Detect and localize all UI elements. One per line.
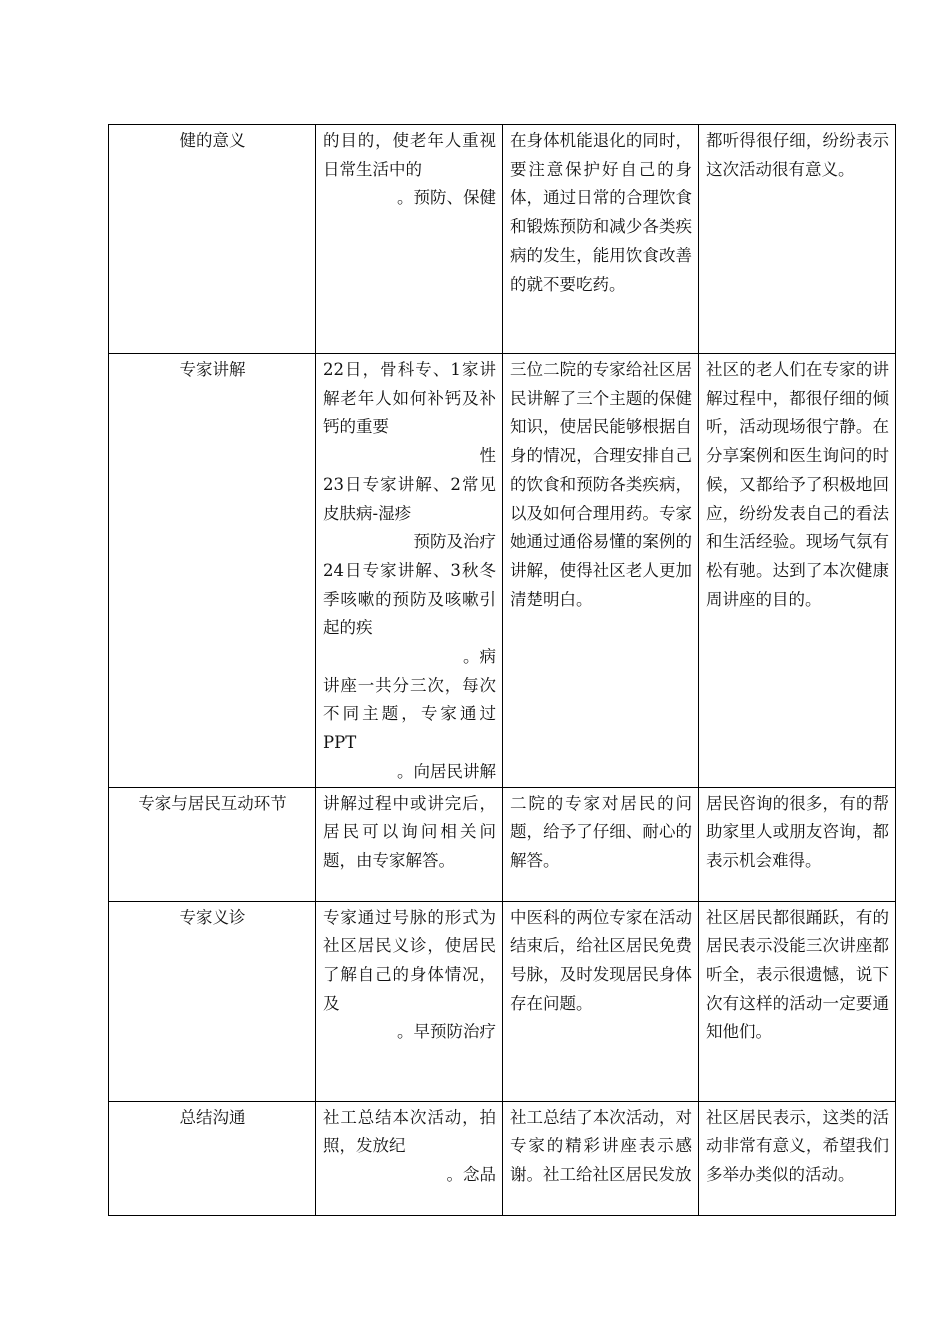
effect-cell: 居民咨询的很多，有的帮助家里人或朋友咨询，都表示机会难得。 [699, 787, 896, 901]
table-row [109, 901, 896, 1101]
content-line: 预防及治疗 [413, 532, 496, 552]
process-cell: 三位二院的专家给社区居民讲解了三个主题的保健知识，使居民能够根据自身的情况，合理安排自己的饮食和预防各类疾病，以及如何合理用药。专家她通过通俗易懂的案例的讲解，使得社区老人更加清楚明白。 [503, 354, 699, 788]
row-label: 总结沟通 [109, 1101, 316, 1215]
content-cell [316, 125, 503, 354]
process-cell: 二院的专家对居民的问题，给予了仔细、耐心的解答。 [503, 787, 699, 901]
content-line: 社工总结本次活动，拍照，发放纪 [323, 1107, 496, 1156]
row-label: 专家与居民互动环节 [109, 787, 316, 901]
process-cell: 社工总结了本次活动，对专家的精彩讲座表示感谢。社工给社区居民发放 [503, 1101, 699, 1215]
content-line: 的目的，使老年人重视日常生活中的 [323, 131, 496, 179]
content-line: 22日，骨科专、1家讲解老年人如何补钙及补钙的重要 [323, 360, 496, 437]
row-label: 专家义诊 [109, 901, 316, 1101]
table-row [109, 1101, 896, 1215]
row-label: 专家讲解 [109, 354, 316, 788]
content-line: 24日专家讲解、3秋冬季咳嗽的预防及咳嗽引起的疾 [323, 560, 496, 638]
table-row [109, 787, 896, 901]
content-line: 。早预防治疗 [397, 1022, 496, 1042]
content-cell [316, 787, 503, 901]
process-cell: 在身体机能退化的同时，要注意保护好自己的身体，通过日常的合理饮食和锻炼预防和减少各类疾病的发生，能用饮食改善的就不要吃药。 [503, 125, 699, 354]
content-line: 性 [479, 446, 496, 466]
effect-cell: 都听得很仔细，纷纷表示这次活动很有意义。 [699, 125, 896, 354]
activity-table [108, 124, 896, 1216]
content-cell [316, 901, 503, 1101]
content-line: 。病 [463, 647, 496, 667]
table-row [109, 354, 896, 788]
content-line: 专家通过号脉的形式为社区居民义诊，使居民了解自己的身体情况，及 [323, 907, 496, 1013]
content-cell [316, 354, 503, 788]
effect-cell: 社区的老人们在专家的讲解过程中，都很仔细的倾听，活动现场很宁静。在分享案例和医生询问的时候，又都给予了积极地回应，纷纷发表自己的看法和生活经验。现场气氛有松有驰。达到了本次健康周讲座的目的。 [699, 354, 896, 788]
content-line: 。念品 [446, 1164, 496, 1184]
content-line: 。预防、保健 [397, 188, 496, 208]
process-cell: 中医科的两位专家在活动结束后，给社区居民免费号脉，及时发现居民身体存在问题。 [503, 901, 699, 1101]
content-cell [316, 1101, 503, 1215]
effect-cell: 社区居民都很踊跃，有的居民表示没能三次讲座都听全，表示很遗憾，说下次有这样的活动一定要通知他们。 [699, 901, 896, 1101]
content-line: 讲解过程中或讲完后，居民可以询问相关问题，由专家解答。 [323, 793, 496, 870]
content-line: 23日专家讲解、2常见皮肤病-湿疹 [323, 474, 496, 523]
row-label: 健的意义 [109, 125, 316, 354]
effect-cell: 社区居民表示，这类的活动非常有意义，希望我们多举办类似的活动。 [699, 1101, 896, 1215]
content-line: 。向居民讲解 [397, 761, 496, 781]
table-row [109, 125, 896, 354]
content-line: 讲座一共分三次，每次不同主题，专家通过PPT [323, 675, 496, 753]
